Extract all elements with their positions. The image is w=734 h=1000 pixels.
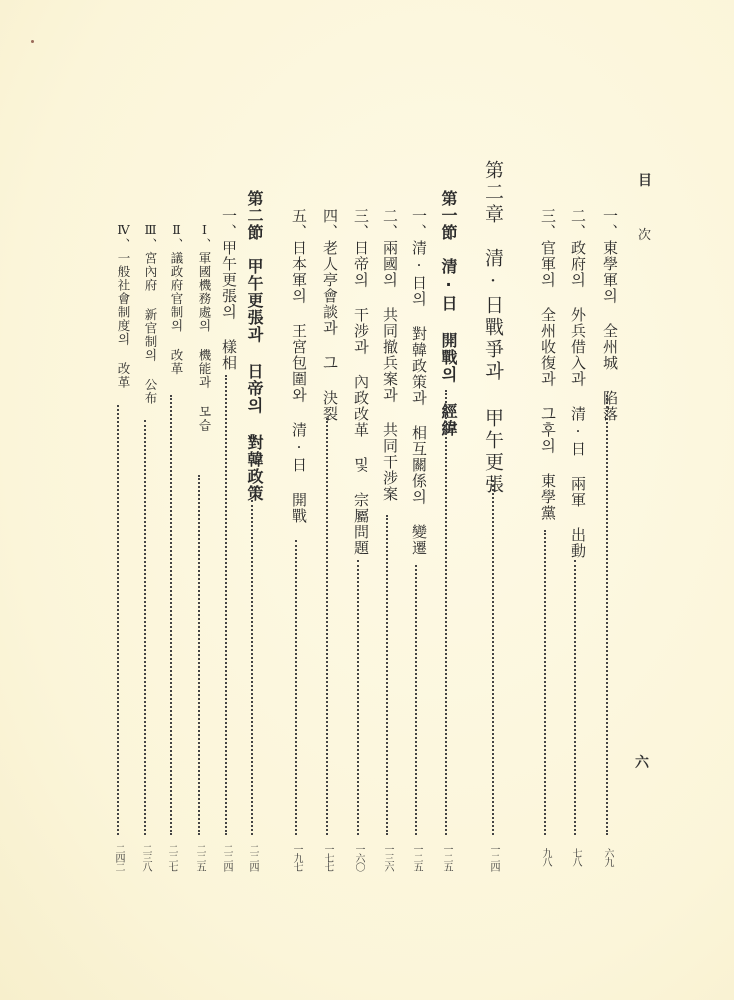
toc-subentry[interactable] xyxy=(104,0,132,1000)
dot-leader xyxy=(415,565,417,835)
toc-entry[interactable] xyxy=(313,0,341,1000)
dot-leader xyxy=(445,390,447,835)
toc-entry-page: 一七七 xyxy=(322,844,333,871)
dot-leader xyxy=(144,420,146,835)
toc-entry-title: 二、政府의 外兵借入과 清·日 兩軍 出動 xyxy=(569,208,587,559)
toc-entry-title: 一、東學軍의 全州城 陷落 xyxy=(601,208,619,422)
dot-leader xyxy=(357,560,359,835)
toc-subentry[interactable] xyxy=(185,0,213,1000)
chapter-title: 第二章 清·日戰爭과 甲午更張 xyxy=(482,160,504,496)
toc-subentry[interactable] xyxy=(157,0,185,1000)
dot-leader xyxy=(544,530,546,835)
toc-subentry-page: 二二五 xyxy=(194,844,205,871)
toc-subentry-page: 二二七 xyxy=(166,844,177,871)
toc-subentry-title: Ⅲ、宮內府 新官制의 公布 xyxy=(143,222,158,405)
toc-subentry[interactable] xyxy=(131,0,159,1000)
toc-chapter[interactable] xyxy=(479,0,507,1000)
toc-section[interactable] xyxy=(432,0,460,1000)
toc-section[interactable] xyxy=(238,0,266,1000)
toc-entry[interactable] xyxy=(344,0,372,1000)
toc-entry-title: 三、官軍의 全州收復과 그후의 東學黨 xyxy=(539,208,557,521)
toc-title-char-2: 次 xyxy=(638,228,652,243)
section-page: 二二四 xyxy=(247,844,258,871)
toc-subentry-page: 二三八 xyxy=(140,844,151,871)
dot-leader xyxy=(295,540,297,835)
toc-subentry-title: Ⅳ、一般社會制度의 改革 xyxy=(116,222,131,389)
toc-entry[interactable] xyxy=(282,0,310,1000)
section-page: 一二五 xyxy=(441,844,452,871)
toc-entry-page: 九八 xyxy=(540,848,551,866)
toc-entry[interactable] xyxy=(212,0,240,1000)
section-title: 第二節 甲午更張과 日帝의 對韓政策 xyxy=(245,190,264,502)
toc-entry-title: 五、日本軍의 王宮包圍와 清·日 開戰 xyxy=(290,208,308,524)
dot-leader xyxy=(170,395,172,835)
toc-entry-title: 一、清·日의 對韓政策과 相互關係의 變遷 xyxy=(410,208,428,556)
toc-entry-page: 一三六 xyxy=(382,844,393,871)
toc-entry[interactable] xyxy=(373,0,401,1000)
dot-leader xyxy=(225,375,227,835)
toc-entry-title: 四、老人亭會談과 그 決裂 xyxy=(321,208,339,422)
toc-subentry-title: Ⅰ、軍國機務處의 機能과 모습 xyxy=(197,222,212,432)
paper-speck xyxy=(31,40,34,43)
toc-entry-title: 二、兩國의 共同撤兵案과 共同干涉案 xyxy=(381,208,399,502)
dot-leader xyxy=(606,395,608,835)
toc-entry-page: 一六〇 xyxy=(353,844,364,871)
dot-leader xyxy=(386,515,388,835)
section-title: 第一節 清·日 開戰의 經緯 xyxy=(439,190,458,437)
dot-leader xyxy=(198,475,200,835)
chapter-page: 一二四 xyxy=(488,844,499,871)
toc-title-char-1: 目 xyxy=(638,173,652,189)
toc-entry-page: 七八 xyxy=(570,848,581,866)
toc-entry-page: 一二五 xyxy=(411,844,422,871)
toc-entry-page: 二二四 xyxy=(221,844,232,871)
toc-entry-title: 一、甲午更張의 樣相 xyxy=(220,208,238,371)
dot-leader xyxy=(574,560,576,835)
dot-leader xyxy=(117,405,119,835)
dot-leader xyxy=(326,418,328,835)
toc-entry[interactable] xyxy=(593,0,621,1000)
toc-entry[interactable] xyxy=(402,0,430,1000)
dot-leader xyxy=(492,480,494,835)
toc-entry-page: 六九 xyxy=(602,848,613,866)
toc-entry[interactable] xyxy=(561,0,589,1000)
toc-subentry-title: Ⅱ、議政府官制의 改革 xyxy=(169,222,184,376)
toc-subentry-page: 二四二 xyxy=(113,844,124,871)
page-number: 六 xyxy=(635,755,649,771)
dot-leader xyxy=(251,500,253,835)
toc-entry[interactable] xyxy=(531,0,559,1000)
toc-entry-page: 一九七 xyxy=(291,844,302,871)
toc-entry-title: 三、日帝의 干涉과 內政改革 및 宗屬問題 xyxy=(352,208,370,556)
